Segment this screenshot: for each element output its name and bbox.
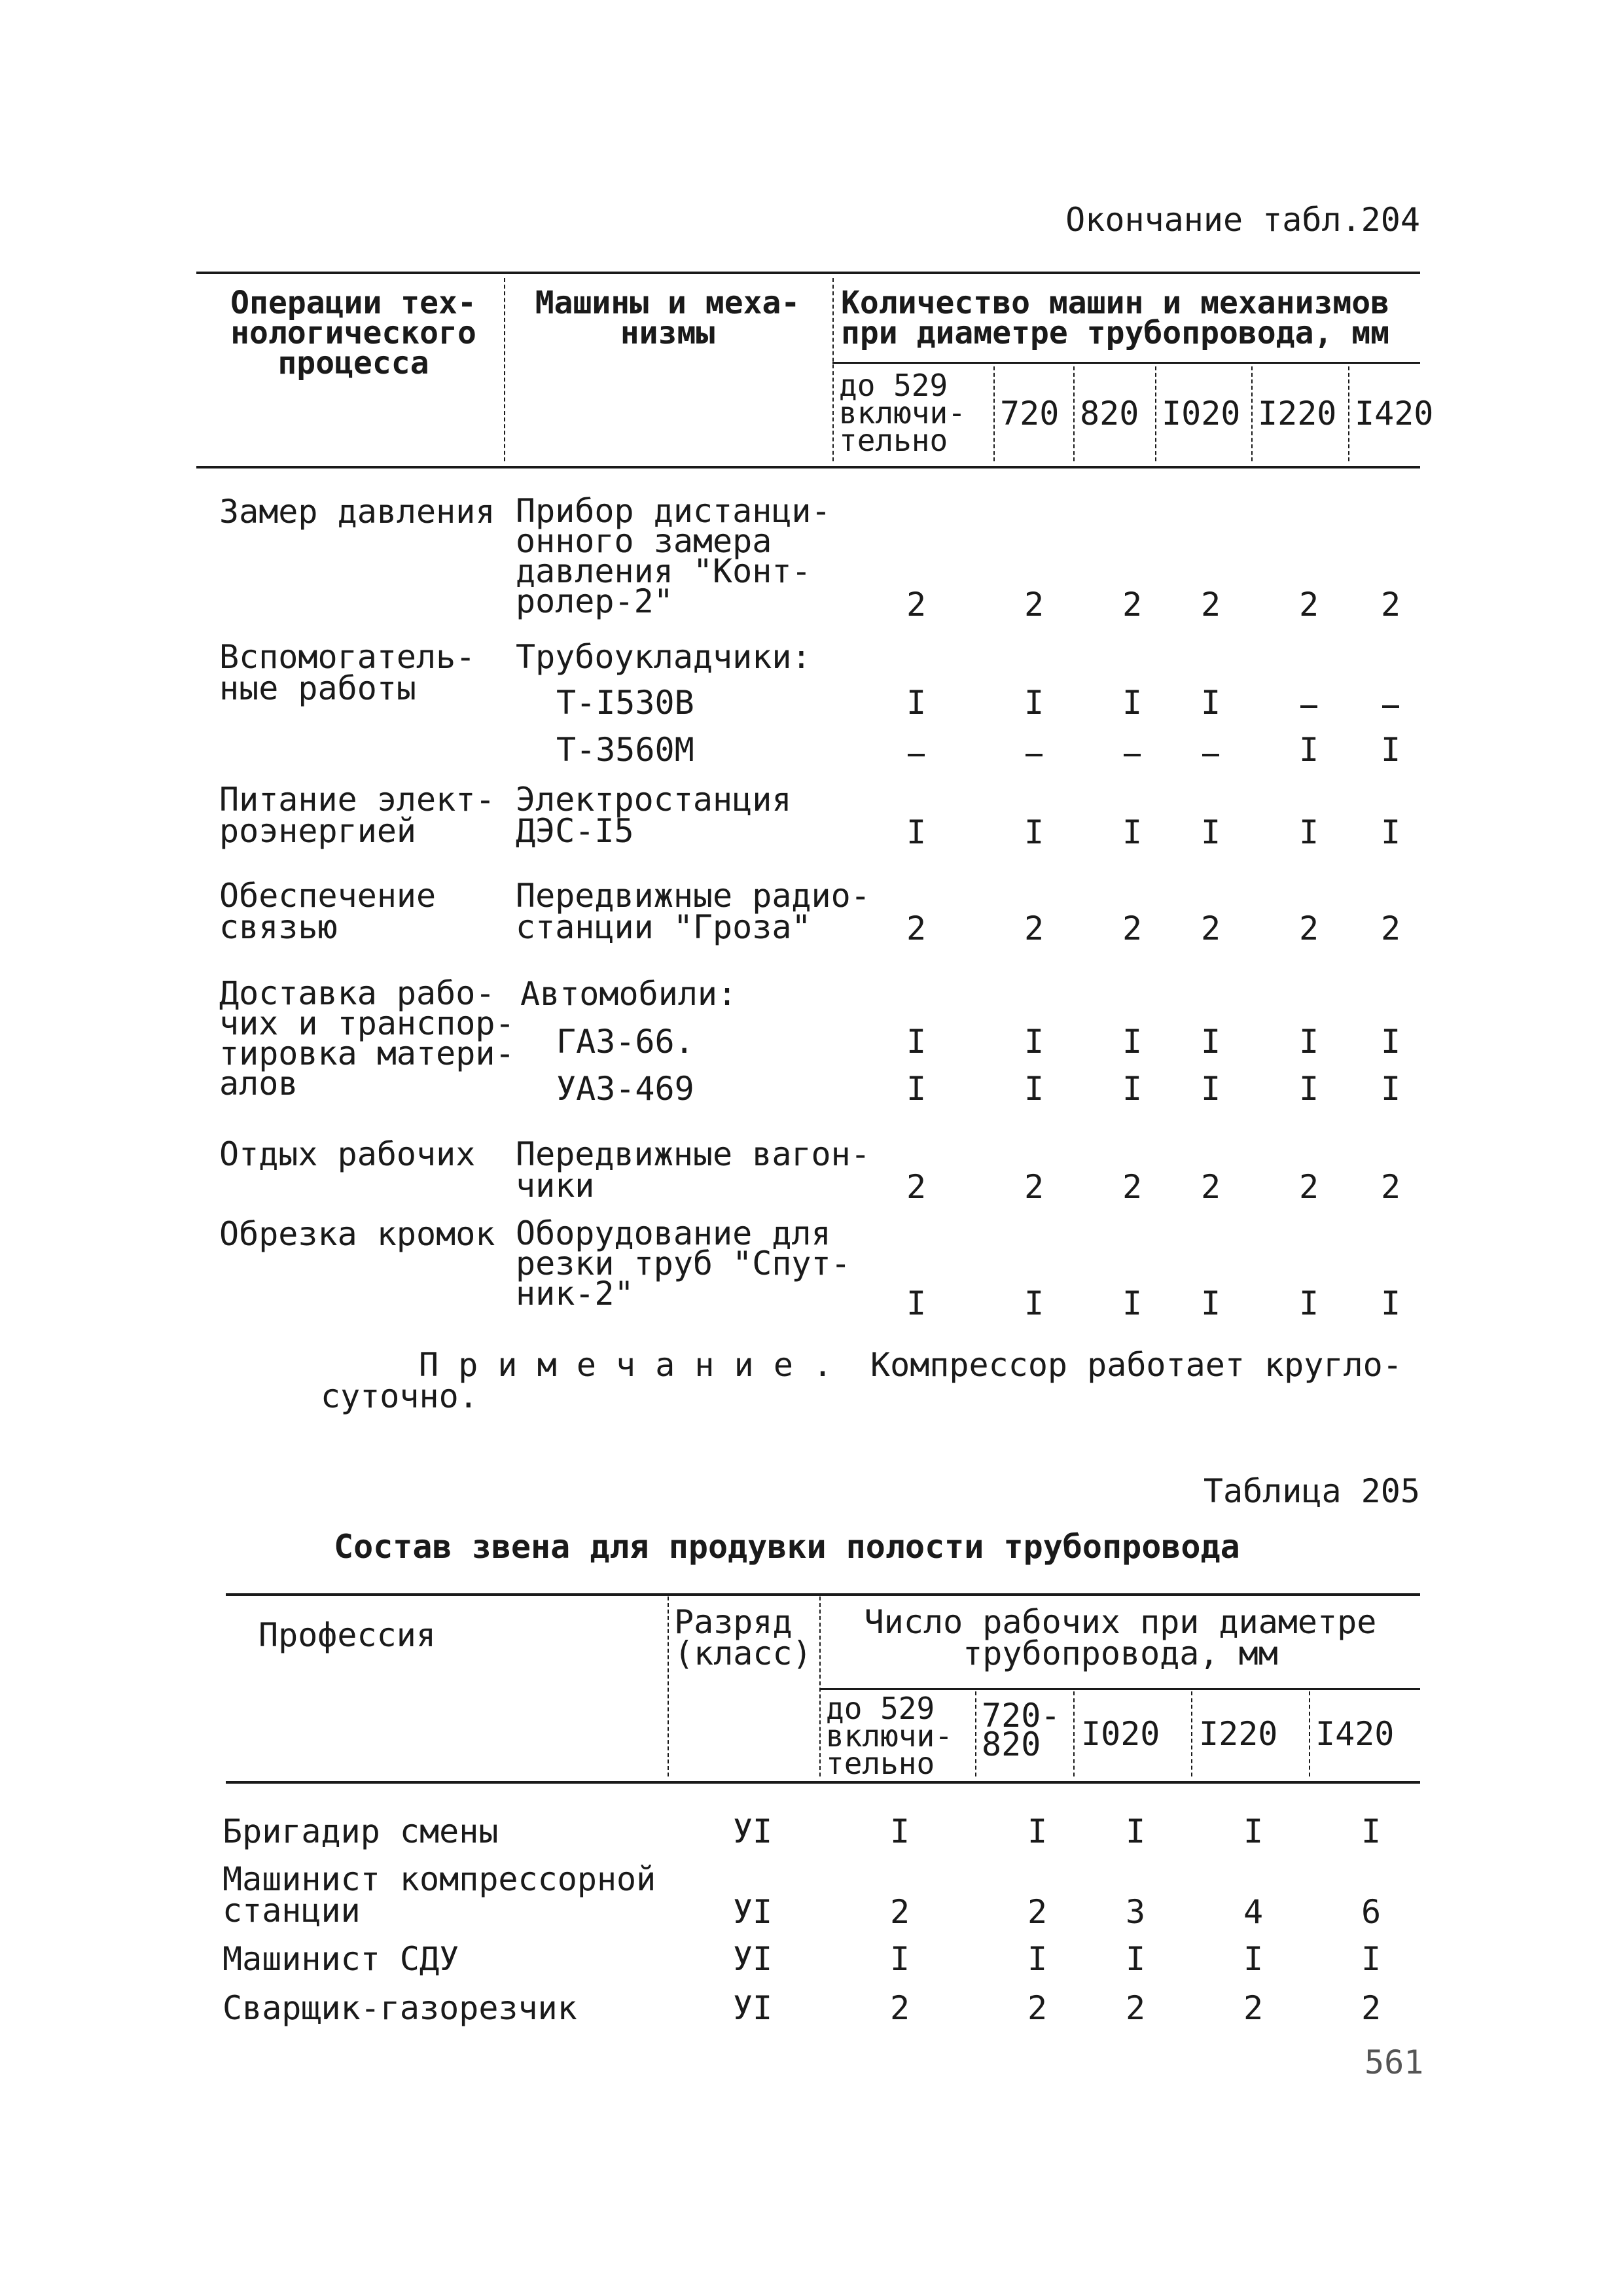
table204-header-bottom-rule	[196, 466, 1420, 468]
table205-label: Таблица 205	[1203, 1472, 1420, 1510]
table205-value: 2	[1027, 1989, 1048, 2027]
table204-value: I	[1200, 1070, 1221, 1108]
table204-value: I	[906, 684, 927, 722]
table204-note-text-cont: суточно.	[321, 1377, 478, 1415]
table205-col-header: I420	[1315, 1715, 1395, 1753]
table204-value: I	[906, 1070, 927, 1108]
table205-value: 2	[1027, 1893, 1048, 1931]
table204-header-operations: Операции тех- нологического процесса	[230, 285, 476, 381]
table205-header-divider	[668, 1597, 669, 1776]
table205-header-profession: Профессия	[259, 1616, 436, 1654]
table204-operation: Питание элект- роэнергией	[219, 781, 495, 850]
table205-subheader-rule	[819, 1688, 1420, 1690]
table205-subheader-divider	[975, 1691, 976, 1776]
table204-col-header: до 529 включи- тельно	[839, 368, 966, 458]
table205-value: I	[1125, 1940, 1146, 1978]
table204-dash	[1300, 705, 1317, 708]
table205-header-bottom-rule	[226, 1781, 1420, 1784]
table204-value: 2	[1298, 586, 1319, 624]
table204-note-label: П р и м е ч а н и е .	[419, 1346, 833, 1384]
table205-value: I	[1125, 1812, 1146, 1850]
table204-value: I	[1298, 1023, 1319, 1061]
table204-machine: Трубоукладчики:	[516, 638, 812, 676]
table205-profession: Машинист компрессорной станции	[223, 1860, 656, 1930]
table204-machine: Автомобили:	[520, 975, 738, 1013]
table204-value: I	[1298, 1284, 1319, 1322]
table204-value: I	[1380, 1284, 1401, 1322]
table204-subheader-rule	[832, 362, 1420, 364]
table204-header-divider	[832, 278, 834, 461]
table204-value: I	[1024, 813, 1044, 851]
table204-value: 2	[1122, 1168, 1143, 1206]
table205-subheader-divider	[1309, 1691, 1310, 1776]
table204-subheader-divider	[1348, 366, 1349, 461]
table205-value: 2	[889, 1989, 910, 2027]
table204-value: 2	[1122, 910, 1143, 947]
table205-value: I	[889, 1812, 910, 1850]
table204-value: I	[1122, 684, 1143, 722]
table204-value: 2	[1122, 586, 1143, 624]
table204-value: I	[1200, 813, 1221, 851]
table204-value: I	[1024, 684, 1044, 722]
table205-value: 2	[1125, 1989, 1146, 2027]
table204-operation: Обеспечение связью	[219, 877, 437, 946]
table204-value: 2	[906, 910, 927, 947]
table205-top-rule	[226, 1593, 1420, 1596]
table204-col-header: 720	[1000, 395, 1060, 433]
table204-value: I	[1122, 813, 1143, 851]
table204-machine: Электростанция ДЭС-I5	[516, 781, 792, 850]
table204-subheader-divider	[1251, 366, 1253, 461]
table204-col-header: I420	[1355, 395, 1434, 433]
table205-value: I	[1361, 1812, 1382, 1850]
table204-value: 2	[1380, 1168, 1401, 1206]
table204-machine: Т-I530В	[556, 684, 694, 722]
table204-header-divider	[504, 278, 505, 461]
table204-note-text: Компрессор работает кругло-	[870, 1346, 1402, 1384]
table204-operation: Отдых рабочих	[219, 1135, 476, 1173]
table204-value: I	[1122, 1023, 1143, 1061]
table204-value: I	[906, 1023, 927, 1061]
table205-value: I	[1361, 1940, 1382, 1978]
table204-value: I	[1380, 1023, 1401, 1061]
table205-value: I	[1243, 1940, 1264, 1978]
table205-subheader-divider	[1073, 1691, 1075, 1776]
table204-value: I	[1380, 813, 1401, 851]
table204-header-quantity: Количество машин и механизмов при диаметре трубопровода, мм	[841, 285, 1390, 351]
table205-grade: УI	[732, 1940, 773, 1978]
table204-machine: Т-3560М	[556, 731, 694, 769]
table204-operation: Вспомогатель- ные работы	[219, 638, 476, 707]
table204-machine: Передвижные вагон- чики	[516, 1135, 870, 1205]
table204-subheader-divider	[1073, 366, 1075, 461]
table204-value: 2	[1200, 586, 1221, 624]
table205-value: 2	[1243, 1989, 1264, 2027]
table204-header-machines: Машины и меха- низмы	[535, 285, 800, 351]
table204-machine: Передвижные радио- станции "Гроза"	[516, 877, 870, 946]
table204-machine: Прибор дистанци- онного замера давления "Конт- ролер-2"	[516, 492, 831, 620]
table205-value: I	[1027, 1812, 1048, 1850]
table204-caption: Окончание табл.204	[1065, 201, 1420, 239]
table204-dash	[908, 754, 925, 756]
table204-machine: УАЗ-469	[556, 1070, 694, 1108]
table204-value: I	[1200, 1284, 1221, 1322]
table204-value: 2	[906, 1168, 927, 1206]
table205-value: 3	[1125, 1893, 1146, 1931]
table204-value: I	[1024, 1023, 1044, 1061]
table205-profession: Бригадир смены	[223, 1812, 499, 1850]
table204-subheader-divider	[993, 366, 995, 461]
table204-dash	[1382, 705, 1399, 708]
table205-value: 4	[1243, 1893, 1264, 1931]
table204-machine: ГАЗ-66.	[556, 1023, 694, 1061]
table205-value: I	[1027, 1940, 1048, 1978]
table204-value: I	[1380, 1070, 1401, 1108]
table204-value: 2	[1024, 586, 1044, 624]
table204-value: 2	[1380, 586, 1401, 624]
table204-operation: Доставка рабо- чих и транспор- тировка матери- алов	[219, 974, 515, 1103]
table205-profession: Машинист СДУ	[223, 1940, 459, 1978]
table205-col-header: I220	[1199, 1715, 1278, 1753]
table205-col-header: I020	[1081, 1715, 1160, 1753]
table204-dash	[1026, 754, 1043, 756]
page-number: 561	[1364, 2043, 1424, 2081]
table204-value: 2	[906, 586, 927, 624]
table204-value: I	[1024, 1070, 1044, 1108]
table204-col-header: I020	[1162, 395, 1241, 433]
table205-value: 2	[889, 1893, 910, 1931]
table204-value: 2	[1024, 1168, 1044, 1206]
table205-value: 2	[1361, 1989, 1382, 2027]
table204-top-rule	[196, 272, 1420, 274]
table204-dash	[1124, 754, 1141, 756]
table205-subheader-divider	[1191, 1691, 1192, 1776]
table204-subheader-divider	[1155, 366, 1156, 461]
table205-title: Состав звена для продувки полости трубопровода	[334, 1528, 1240, 1566]
table205-grade: УI	[732, 1812, 773, 1850]
table205-header-workers: Число рабочих при диаметре трубопровода, мм	[864, 1603, 1377, 1672]
table205-grade: УI	[732, 1989, 773, 2027]
table205-value: I	[1243, 1812, 1264, 1850]
table204-value: I	[1024, 1284, 1044, 1322]
table205-header-divider	[819, 1597, 821, 1776]
table205-profession: Сварщик-газорезчик	[223, 1989, 577, 2027]
table205-col-header: до 529 включи- тельно	[826, 1691, 953, 1781]
table204-value: I	[1122, 1070, 1143, 1108]
table204-value: I	[1298, 813, 1319, 851]
table204-value: I	[1298, 731, 1319, 769]
table205-grade: УI	[732, 1893, 773, 1931]
table204-value: 2	[1298, 910, 1319, 947]
table205-value: I	[889, 1940, 910, 1978]
table205-header-grade: Разряд (класс)	[674, 1603, 812, 1672]
table204-value: I	[1298, 1070, 1319, 1108]
table204-operation: Обрезка кромок	[219, 1215, 495, 1253]
table204-value: I	[1200, 1023, 1221, 1061]
table204-value: I	[906, 1284, 927, 1322]
table204-value: 2	[1298, 1168, 1319, 1206]
table204-value: I	[906, 813, 927, 851]
table204-value: 2	[1200, 1168, 1221, 1206]
table204-value: I	[1200, 684, 1221, 722]
table205-col-header: 720- 820	[982, 1697, 1061, 1763]
table204-value: 2	[1024, 910, 1044, 947]
table204-value: I	[1122, 1284, 1143, 1322]
table204-value: I	[1380, 731, 1401, 769]
table204-dash	[1202, 754, 1219, 756]
table204-operation: Замер давления	[219, 493, 495, 531]
table204-value: 2	[1380, 910, 1401, 947]
table205-value: 6	[1361, 1893, 1382, 1931]
table204-col-header: 820	[1080, 395, 1139, 433]
table204-machine: Оборудование для резки труб "Спут- ник-2"	[516, 1214, 851, 1313]
table204-value: 2	[1200, 910, 1221, 947]
table204-col-header: I220	[1258, 395, 1337, 433]
